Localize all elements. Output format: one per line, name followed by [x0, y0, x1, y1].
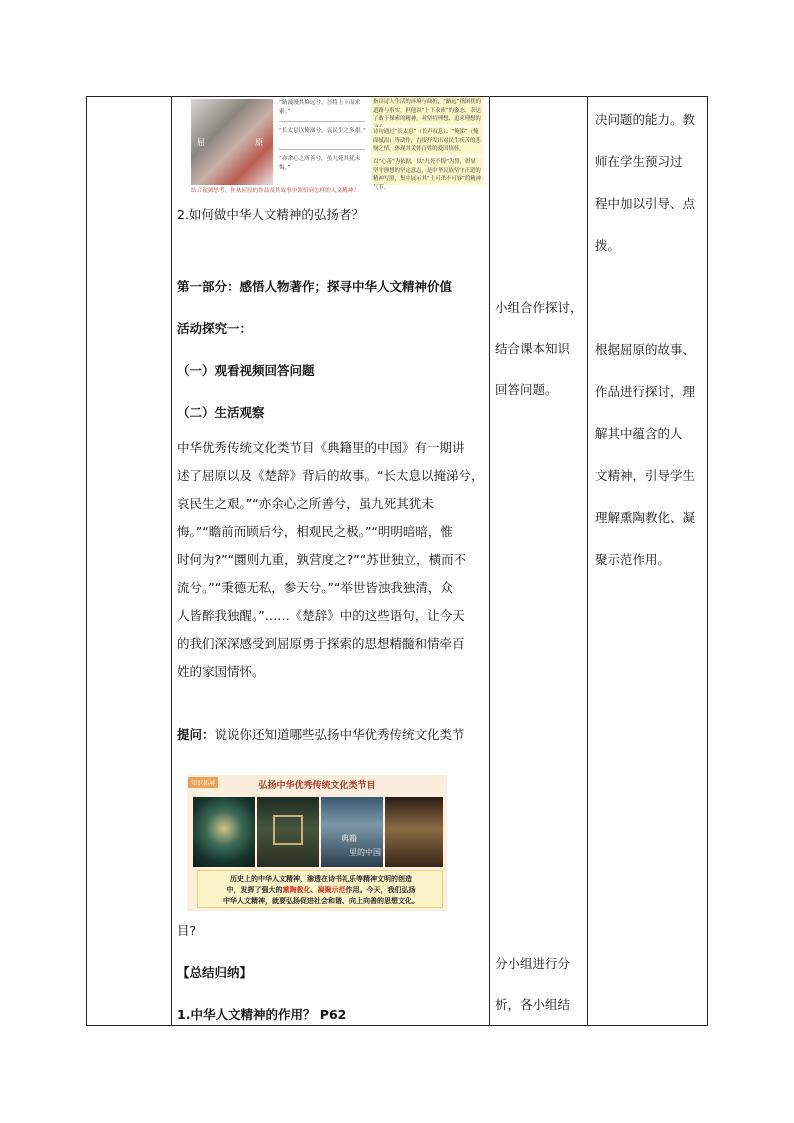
teaching-content-column	[171, 97, 489, 1025]
paragraph-line: 悔。”“瞻前而顾后兮，相观民之极。”“明明暗暗，惟	[177, 524, 453, 539]
intent-line: 根据屈原的故事、	[595, 342, 696, 357]
box-line: 历史上的中华人文精神，渗透在诗书礼乐等精神文明的创造	[230, 875, 412, 883]
knowledge-tag: 知识拓展	[188, 777, 218, 788]
ask-text: 说说你还知道哪些弘扬中华优秀传统文化类节	[214, 727, 465, 742]
ask-continued: 目?	[177, 923, 197, 938]
part-1-heading: 第一部分：感悟人物著作；探寻中华人文精神价值	[177, 279, 453, 294]
divider	[279, 121, 365, 122]
intent-line: 聚示范作用。	[595, 552, 671, 567]
summary-box	[197, 870, 443, 908]
quote-3: “亦余心之所善兮，虽九死其犹未悔。”	[279, 156, 361, 171]
box-line: 中华人文精神，就要弘扬促进社会和谐、向上向善的思想文化。	[223, 897, 419, 905]
intent-line: 拨。	[595, 238, 621, 253]
programs-title: 弘扬中华优秀传统文化类节目	[258, 781, 376, 791]
paragraph-line: 时何为?”“圜则九重，孰营度之?”“苏世独立，横而不	[177, 552, 467, 567]
column-divider	[587, 97, 588, 1025]
note-3: 以“心善”为依据，以“九死不悔”为誓，彰显坚守理想的坚定意志，是中华民族坚守正道的精神写照，集中展示其“士可杀不可辱”的精神气节。	[373, 159, 482, 191]
paragraph-line: 哀民生之艰。”“亦余心之所善兮，虽九死其犹未	[177, 496, 434, 511]
column-divider	[489, 97, 490, 1025]
intent-line: 解其中蕴含的人	[595, 426, 683, 441]
design-intent-column	[589, 97, 707, 1025]
lesson-plan-table	[86, 96, 708, 1026]
paragraph-line: 人皆醉我独醒。”……《楚辞》中的这些语句，让今天	[177, 608, 465, 623]
intent-line: 作品进行探讨，理	[595, 384, 696, 399]
program-still-3	[321, 797, 383, 867]
still-label: 典籍	[341, 834, 357, 843]
programs-image	[187, 775, 447, 911]
paragraph-line: 中华优秀传统文化类节目《典籍里的中国》有一期讲	[177, 440, 465, 455]
box-line: 中，发挥了强大的熏陶教化、凝聚示范作用。今天，我们弘扬	[226, 886, 416, 894]
paragraph-line: 姓的家国情怀。	[177, 664, 265, 679]
intent-line: 决问题的能力。教	[595, 112, 696, 127]
paragraph-line: 述了屈原以及《楚辞》背后的故事。“长太息以掩涕兮，	[177, 468, 484, 483]
paragraph-line: 流兮。”“秉德无私，参天兮。”“举世皆浊我独清，众	[177, 580, 453, 595]
image-caption: 结合视频思考，你从屈原的作品及其故事中领悟到怎样的人文精神？	[191, 188, 359, 194]
activity-line: 小组合作探讨，	[495, 300, 583, 315]
photo-text: 屈	[197, 138, 205, 147]
subheading-2: （二）生活观察	[177, 405, 265, 420]
subheading-1: （一）观看视频回答问题	[177, 363, 315, 378]
intent-line: 师在学生预习过	[595, 154, 683, 169]
quote-1: “路漫漫其修远兮，吾将上下而求索。”	[279, 100, 361, 115]
activity-heading: 活动探究一：	[177, 321, 253, 336]
program-still-1	[193, 797, 255, 867]
quote-2: “长太息以掩涕兮，哀民生之多艰。”	[279, 128, 366, 134]
program-still-4	[385, 797, 443, 867]
divider	[279, 149, 365, 150]
summary-heading: 【总结归纳】	[177, 965, 253, 980]
activity-line: 分小组进行分	[495, 956, 571, 971]
frame-shape	[273, 815, 303, 845]
intent-line: 程中加以引导、点	[595, 196, 696, 211]
first-column-empty	[87, 97, 171, 1025]
ask-question	[177, 725, 465, 745]
question-1: 1.中华人文精神的作用？ P62	[177, 1007, 347, 1022]
paragraph-line: 的我们深深感受到屈原勇于探索的思想精髓和情牵百	[177, 636, 465, 651]
activity-line: 回答问题。	[495, 382, 558, 397]
activity-line: 结合课本知识	[495, 341, 571, 356]
question-2: 2.如何做中华人文精神的弘扬者？	[177, 207, 364, 222]
activity-line: 析，各小组结	[495, 997, 571, 1012]
intent-line: 理解熏陶教化、凝	[595, 510, 696, 525]
student-activity-column	[491, 97, 587, 1025]
intent-line: 文精神，引导学生	[595, 468, 696, 483]
quyuan-photo	[191, 99, 273, 185]
ask-label: 提问：	[177, 727, 215, 742]
program-still-2	[257, 797, 319, 867]
note-2: 诗句通过“长太息”（长声叹息）、“掩涕”（掩面拭泪）等动作，直接抒发出对民生疾苦的悲悯之情，体现其关怀百姓的爱国情怀。	[371, 127, 483, 155]
note-1: 指出诗人生活的环境与曲折，“路远”指困扰的道路与事实，但他以“上下求索”的姿态，表达了敢于探索的精神，对坚持理想、追求理想的	[371, 97, 483, 125]
photo-text: 原	[255, 138, 263, 147]
still-label: 里的中国	[349, 848, 381, 857]
quyuan-quotes-image	[191, 97, 483, 195]
